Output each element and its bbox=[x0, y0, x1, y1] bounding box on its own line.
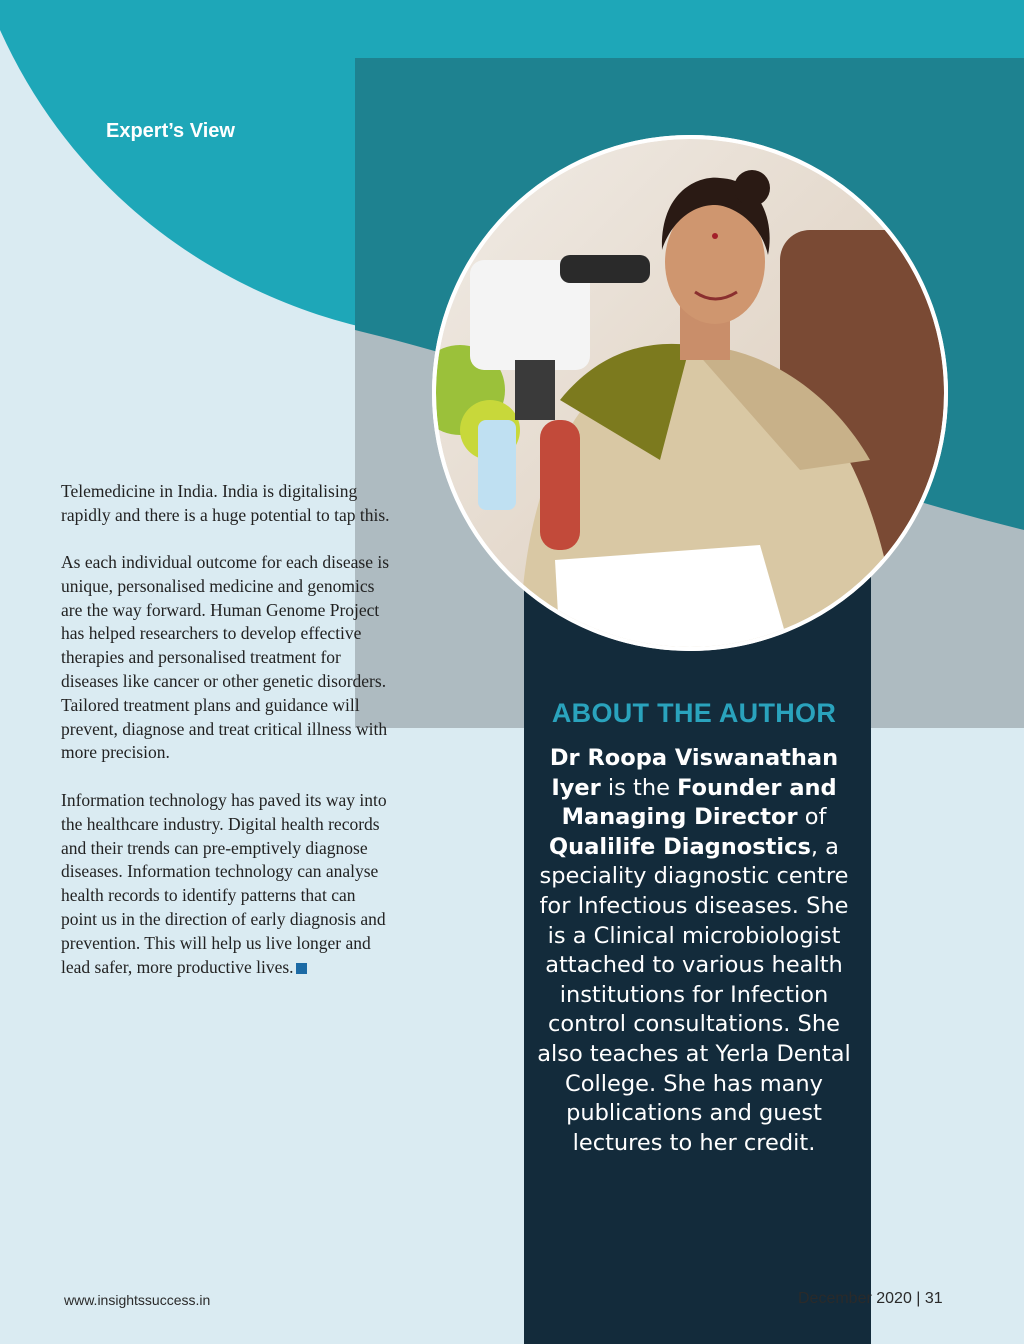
article-body bbox=[61, 480, 441, 528]
bio-description: , a speciality diagnostic centre for Infectious diseases. She is a Clinical microbiologist attached to various health institutions for Infection control consultations. She also teaches at Yerla Dental College. She has many publications and guest lectures to her credit. bbox=[537, 833, 851, 1156]
paragraph-1: Telemedicine in India. India is digitalising rapidly and there is a huge potential to tap this. bbox=[61, 481, 390, 525]
author-role: Founder and Managing Director bbox=[561, 774, 837, 831]
footer-website: www.insightssuccess.in bbox=[64, 1292, 211, 1308]
paragraph-3 bbox=[61, 789, 441, 979]
paragraph-3-text: Information technology has paved its way into the healthcare industry. Digital health records and their trends can pre-emptively diagnose diseases. Information technology can analyse health records to identify patterns that can point us in the direction of early diagnosis and prevention. This will help us live longer and lead safer, more productive lives. bbox=[61, 790, 387, 977]
footer-date-page: December 2020 | 31 bbox=[798, 1290, 943, 1307]
section-label: Expert’s View bbox=[106, 120, 235, 142]
about-author-heading: ABOUT THE AUTHOR bbox=[551, 698, 837, 728]
author-bio bbox=[536, 744, 852, 1158]
article-body-2 bbox=[61, 551, 441, 765]
article-body-3 bbox=[61, 789, 441, 979]
author-name: Dr Roopa Viswanathan Iyer bbox=[549, 745, 839, 801]
bio-connector-2: of bbox=[797, 804, 827, 831]
author-company: Qualilife Diagnostics bbox=[549, 833, 811, 860]
paragraph-2: As each individual outcome for each disease is unique, personalised medicine and genomics are the way forward. Human Genome Project has helped researchers to develop effective therapies and personalised treatment for diseases like cancer or other genetic disorders. Tailored treatment plans and guidance will prevent, diagnose and treat critical illness with more precision. bbox=[61, 552, 390, 763]
end-of-article-icon bbox=[296, 963, 307, 974]
bio-connector-1: is the bbox=[600, 774, 678, 801]
